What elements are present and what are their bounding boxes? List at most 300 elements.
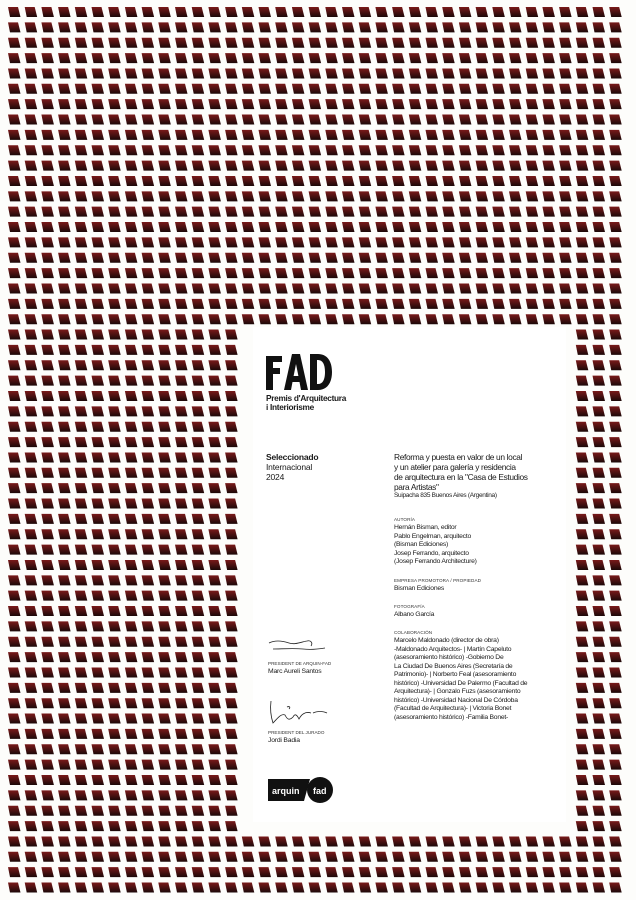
pattern-tile <box>175 499 188 509</box>
pattern-tile <box>25 130 38 140</box>
pattern-tile <box>142 836 155 846</box>
pattern-tile <box>476 115 489 125</box>
pattern-tile <box>158 790 171 800</box>
pattern-tile <box>92 483 105 493</box>
pattern-tile <box>259 191 272 201</box>
pattern-tile <box>576 345 589 355</box>
pattern-tile <box>259 207 272 217</box>
pattern-tile <box>609 207 622 217</box>
pattern-tile <box>8 575 21 585</box>
pattern-tile <box>125 53 137 63</box>
pattern-tile <box>476 7 489 17</box>
pattern-tile <box>426 145 439 155</box>
pattern-tile <box>108 821 121 831</box>
pattern-tile <box>225 867 238 877</box>
pattern-tile <box>409 161 422 171</box>
pattern-tile <box>359 237 372 247</box>
pattern-tile <box>108 621 121 631</box>
pattern-tile <box>225 38 238 48</box>
pattern-tile <box>593 53 606 63</box>
pattern-tile <box>41 207 54 217</box>
pattern-tile <box>559 253 572 263</box>
pattern-tile <box>25 237 38 247</box>
pattern-tile <box>175 222 188 232</box>
pattern-tile <box>242 268 255 278</box>
pattern-tile <box>41 22 54 32</box>
pattern-tile <box>58 468 71 478</box>
pattern-tile <box>459 314 472 324</box>
pattern-tile <box>8 821 21 831</box>
pattern-tile <box>225 99 238 109</box>
pattern-tile <box>392 145 405 155</box>
pattern-tile <box>509 161 522 171</box>
pattern-tile <box>142 790 155 800</box>
pattern-tile <box>609 84 622 94</box>
pattern-tile <box>175 867 188 877</box>
pattern-tile <box>208 790 221 800</box>
pattern-tile <box>576 314 589 324</box>
pattern-tile <box>92 560 105 570</box>
pattern-tile <box>142 360 155 370</box>
pattern-tile <box>309 191 322 201</box>
pattern-tile <box>158 38 171 48</box>
pattern-tile <box>41 545 54 555</box>
pattern-tile <box>375 852 388 862</box>
pattern-tile <box>409 115 422 125</box>
pattern-tile <box>325 314 338 324</box>
pattern-tile <box>41 575 54 585</box>
pattern-tile <box>125 744 137 754</box>
pattern-tile <box>58 38 71 48</box>
pattern-tile <box>225 637 238 647</box>
pattern-tile <box>25 99 38 109</box>
pattern-tile <box>75 714 88 724</box>
pattern-tile <box>509 237 522 247</box>
pattern-tile <box>92 115 105 125</box>
pattern-tile <box>25 760 38 770</box>
project-title-line: para Artistas" <box>394 482 439 492</box>
pattern-tile <box>8 683 21 693</box>
pattern-tile <box>325 84 338 94</box>
pattern-tile <box>325 22 338 32</box>
pattern-tile <box>8 7 21 17</box>
pattern-tile <box>225 836 238 846</box>
pattern-tile <box>108 330 121 340</box>
pattern-tile <box>41 38 54 48</box>
pattern-tile <box>208 145 221 155</box>
pattern-tile <box>459 22 472 32</box>
pattern-tile <box>208 207 221 217</box>
pattern-tile <box>426 161 439 171</box>
pattern-tile <box>108 883 121 893</box>
pattern-tile <box>192 468 205 478</box>
pattern-tile <box>108 667 121 677</box>
pattern-tile <box>225 606 238 616</box>
pattern-tile <box>175 744 188 754</box>
pattern-tile <box>192 806 205 816</box>
pattern-tile <box>75 222 88 232</box>
pattern-tile <box>609 191 622 201</box>
pattern-tile <box>8 253 21 263</box>
pattern-tile <box>25 667 38 677</box>
pattern-tile <box>41 529 54 539</box>
pattern-tile <box>75 883 88 893</box>
pattern-tile <box>375 7 388 17</box>
pattern-tile <box>41 621 54 631</box>
pattern-tile <box>426 852 439 862</box>
pattern-tile <box>375 161 388 171</box>
pattern-tile <box>409 7 422 17</box>
pattern-tile <box>576 176 589 186</box>
pattern-tile <box>58 7 71 17</box>
pattern-tile <box>459 852 472 862</box>
pattern-tile <box>75 560 88 570</box>
pattern-tile <box>426 283 439 293</box>
pattern-tile <box>75 591 88 601</box>
pattern-tile <box>8 806 21 816</box>
pattern-tile <box>426 222 439 232</box>
pattern-tile <box>593 867 606 877</box>
pattern-tile <box>542 191 555 201</box>
pattern-tile <box>158 376 171 386</box>
pattern-tile <box>25 852 38 862</box>
pattern-tile <box>142 53 155 63</box>
pattern-tile <box>142 84 155 94</box>
pattern-tile <box>125 68 137 78</box>
pattern-tile <box>409 237 422 247</box>
pattern-tile <box>459 299 472 309</box>
pattern-tile <box>75 483 88 493</box>
pattern-tile <box>593 483 606 493</box>
pattern-tile <box>192 514 205 524</box>
pattern-tile <box>576 115 589 125</box>
project-title-line: de arquitectura en la "Casa de Estudios <box>394 472 528 482</box>
pattern-tile <box>25 360 38 370</box>
pattern-tile <box>559 22 572 32</box>
pattern-tile <box>325 115 338 125</box>
fotografia-line: Albano García <box>394 611 435 618</box>
pattern-tile <box>158 883 171 893</box>
pattern-tile <box>225 667 238 677</box>
pattern-tile <box>142 683 155 693</box>
pattern-tile <box>375 145 388 155</box>
pattern-tile <box>158 191 171 201</box>
pattern-tile <box>41 406 54 416</box>
pattern-tile <box>8 422 21 432</box>
pattern-tile <box>92 268 105 278</box>
pattern-tile <box>142 560 155 570</box>
pattern-tile <box>8 99 21 109</box>
pattern-tile <box>442 145 455 155</box>
pattern-tile <box>108 790 121 800</box>
pattern-tile <box>609 22 622 32</box>
pattern-tile <box>392 38 405 48</box>
pattern-tile <box>41 191 54 201</box>
pattern-tile <box>208 99 221 109</box>
pattern-tile <box>25 22 38 32</box>
pattern-tile <box>375 222 388 232</box>
pattern-tile <box>92 145 105 155</box>
pattern-tile <box>175 437 188 447</box>
pattern-tile <box>92 499 105 509</box>
pattern-tile <box>41 499 54 509</box>
pattern-tile <box>459 191 472 201</box>
pattern-tile <box>392 53 405 63</box>
pattern-tile <box>292 883 305 893</box>
pattern-tile <box>75 698 88 708</box>
pattern-tile <box>208 575 221 585</box>
pattern-tile <box>392 68 405 78</box>
pattern-tile <box>392 115 405 125</box>
pattern-tile <box>359 115 372 125</box>
pattern-tile <box>375 191 388 201</box>
pattern-tile <box>192 790 205 800</box>
pattern-tile <box>75 38 88 48</box>
pattern-tile <box>609 222 622 232</box>
pattern-tile <box>325 145 338 155</box>
pattern-tile <box>192 760 205 770</box>
pattern-tile <box>576 437 589 447</box>
promotora-line: Bisman Ediciones <box>394 585 445 592</box>
pattern-tile <box>175 391 188 401</box>
pattern-tile <box>92 22 105 32</box>
pattern-tile <box>58 145 71 155</box>
pattern-tile <box>58 299 71 309</box>
pattern-tile <box>125 468 137 478</box>
pattern-tile <box>426 883 439 893</box>
pattern-tile <box>92 437 105 447</box>
pattern-tile <box>576 698 589 708</box>
pattern-tile <box>142 760 155 770</box>
pattern-tile <box>359 299 372 309</box>
pattern-tile <box>292 176 305 186</box>
pattern-tile <box>476 130 489 140</box>
pattern-tile <box>309 53 322 63</box>
pattern-tile <box>25 406 38 416</box>
pattern-tile <box>259 299 272 309</box>
pattern-tile <box>225 806 238 816</box>
pattern-tile <box>593 652 606 662</box>
pattern-tile <box>593 391 606 401</box>
pattern-tile <box>108 53 121 63</box>
pattern-tile <box>426 53 439 63</box>
pattern-tile <box>41 483 54 493</box>
pattern-tile <box>108 406 121 416</box>
pattern-tile <box>8 499 21 509</box>
pattern-tile <box>158 391 171 401</box>
pattern-tile <box>275 176 288 186</box>
pattern-tile <box>108 437 121 447</box>
pattern-tile <box>41 760 54 770</box>
pattern-tile <box>125 99 137 109</box>
pattern-tile <box>108 207 121 217</box>
pattern-tile <box>58 268 71 278</box>
pattern-tile <box>92 237 105 247</box>
pattern-tile <box>459 145 472 155</box>
pattern-tile <box>8 376 21 386</box>
pattern-tile <box>609 360 622 370</box>
pattern-tile <box>325 883 338 893</box>
pattern-tile <box>492 883 505 893</box>
pattern-tile <box>476 883 489 893</box>
pattern-tile <box>609 161 622 171</box>
pattern-tile <box>25 744 38 754</box>
pattern-tile <box>208 299 221 309</box>
pattern-tile <box>275 222 288 232</box>
pattern-tile <box>158 422 171 432</box>
pattern-tile <box>208 514 221 524</box>
pattern-tile <box>108 867 121 877</box>
pattern-tile <box>359 22 372 32</box>
pattern-tile <box>342 161 355 171</box>
pattern-tile <box>442 283 455 293</box>
pattern-tile <box>509 836 522 846</box>
pattern-tile <box>576 744 589 754</box>
pattern-tile <box>509 852 522 862</box>
pattern-tile <box>242 176 255 186</box>
pattern-tile <box>158 729 171 739</box>
pattern-tile <box>208 115 221 125</box>
pattern-tile <box>58 176 71 186</box>
pattern-tile <box>92 191 105 201</box>
pattern-tile <box>342 852 355 862</box>
pattern-tile <box>325 852 338 862</box>
pattern-tile <box>342 22 355 32</box>
pattern-tile <box>576 422 589 432</box>
pattern-tile <box>609 483 622 493</box>
pattern-tile <box>442 176 455 186</box>
pattern-tile <box>225 483 238 493</box>
pattern-tile <box>593 283 606 293</box>
pattern-tile <box>58 529 71 539</box>
pattern-tile <box>175 161 188 171</box>
pattern-tile <box>125 84 137 94</box>
pattern-tile <box>58 376 71 386</box>
pattern-tile <box>125 606 137 616</box>
pattern-tile <box>208 852 221 862</box>
pattern-tile <box>92 161 105 171</box>
pattern-tile <box>208 283 221 293</box>
pattern-tile <box>58 22 71 32</box>
pattern-tile <box>242 836 255 846</box>
pattern-tile <box>75 22 88 32</box>
pattern-tile <box>292 53 305 63</box>
pattern-tile <box>509 268 522 278</box>
pattern-tile <box>242 161 255 171</box>
pattern-tile <box>309 314 322 324</box>
pattern-tile <box>359 253 372 263</box>
pattern-tile <box>576 237 589 247</box>
pattern-tile <box>158 652 171 662</box>
pattern-tile <box>41 376 54 386</box>
pattern-tile <box>208 760 221 770</box>
pattern-tile <box>426 867 439 877</box>
pattern-tile <box>359 38 372 48</box>
pattern-tile <box>492 84 505 94</box>
pattern-tile <box>426 207 439 217</box>
pattern-tile <box>359 53 372 63</box>
pattern-tile <box>158 161 171 171</box>
pattern-tile <box>192 852 205 862</box>
pattern-tile <box>142 775 155 785</box>
pattern-tile <box>542 145 555 155</box>
pattern-tile <box>275 84 288 94</box>
pattern-tile <box>476 176 489 186</box>
pattern-tile <box>192 68 205 78</box>
pattern-tile <box>609 591 622 601</box>
pattern-tile <box>392 176 405 186</box>
pattern-tile <box>175 68 188 78</box>
pattern-tile <box>476 299 489 309</box>
pattern-tile <box>142 283 155 293</box>
pattern-tile <box>175 775 188 785</box>
pattern-tile <box>442 130 455 140</box>
pattern-tile <box>58 867 71 877</box>
pattern-tile <box>108 637 121 647</box>
pattern-tile <box>609 99 622 109</box>
pattern-tile <box>593 268 606 278</box>
pattern-tile <box>175 22 188 32</box>
pattern-tile <box>175 191 188 201</box>
pattern-tile <box>92 852 105 862</box>
pattern-tile <box>609 253 622 263</box>
pattern-tile <box>225 591 238 601</box>
pattern-tile <box>442 22 455 32</box>
pattern-tile <box>8 729 21 739</box>
pattern-tile <box>108 345 121 355</box>
pattern-tile <box>225 161 238 171</box>
pattern-tile <box>175 575 188 585</box>
pattern-tile <box>58 775 71 785</box>
pattern-tile <box>58 422 71 432</box>
pattern-tile <box>593 667 606 677</box>
pattern-tile <box>359 867 372 877</box>
pattern-tile <box>509 22 522 32</box>
pattern-tile <box>392 268 405 278</box>
pattern-tile <box>142 667 155 677</box>
pattern-tile <box>259 314 272 324</box>
pattern-tile <box>41 606 54 616</box>
pattern-tile <box>225 330 238 340</box>
pattern-tile <box>25 161 38 171</box>
pattern-tile <box>175 130 188 140</box>
pattern-tile <box>225 437 238 447</box>
pattern-tile <box>576 514 589 524</box>
pattern-tile <box>192 606 205 616</box>
pattern-tile <box>593 821 606 831</box>
pattern-tile <box>92 760 105 770</box>
pattern-tile <box>476 207 489 217</box>
pattern-tile <box>225 268 238 278</box>
pattern-tile <box>275 253 288 263</box>
pattern-tile <box>108 115 121 125</box>
pattern-tile <box>342 836 355 846</box>
pattern-tile <box>41 806 54 816</box>
pattern-tile <box>41 683 54 693</box>
pattern-tile <box>8 222 21 232</box>
pattern-tile <box>25 207 38 217</box>
pattern-tile <box>208 883 221 893</box>
pattern-tile <box>225 775 238 785</box>
pattern-tile <box>476 68 489 78</box>
pattern-tile <box>342 176 355 186</box>
pattern-tile <box>142 545 155 555</box>
pattern-tile <box>158 68 171 78</box>
pattern-tile <box>208 314 221 324</box>
pattern-tile <box>459 883 472 893</box>
pattern-tile <box>25 621 38 631</box>
pattern-tile <box>75 314 88 324</box>
